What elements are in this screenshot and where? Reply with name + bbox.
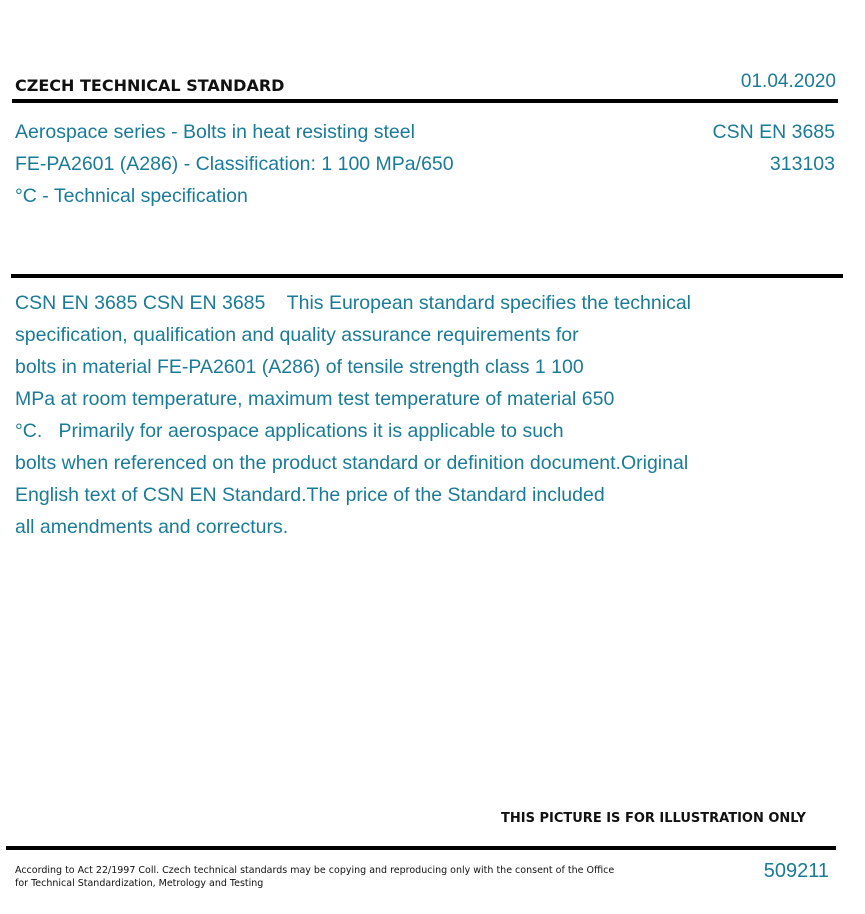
illustration-disclaimer: THIS PICTURE IS FOR ILLUSTRATION ONLY <box>501 811 806 826</box>
standard-identifiers <box>713 116 835 180</box>
document-code: 509211 <box>763 860 829 882</box>
standard-title-line: °C - Technical specification <box>15 185 248 207</box>
standard-title-line: Aerospace series - Bolts in heat resisting steel <box>15 121 415 143</box>
abstract-text <box>15 287 835 543</box>
legal-notice-line: According to Act 22/1997 Coll. Czech technical standards may be copying and reproducing only with the consent of the Office <box>15 865 615 876</box>
standard-title-line: FE-PA2601 (A286) - Classification: 1 100 MPa/650 <box>15 153 454 175</box>
abstract-line: bolts when referenced on the product standard or definition document.Original <box>15 452 689 474</box>
header-divider <box>12 99 838 103</box>
legal-notice-line: for Technical Standardization, Metrology and Testing <box>15 878 264 889</box>
catalog-number: 313103 <box>769 153 835 175</box>
abstract-line: MPa at room temperature, maximum test temperature of material 650 <box>15 388 615 410</box>
standard-title <box>15 116 535 212</box>
abstract-line: all amendments and correcturs. <box>15 516 289 538</box>
abstract-line: specification, qualification and quality assurance requirements for <box>15 324 579 346</box>
abstract-line: °C. Primarily for aerospace applications it is applicable to such <box>15 420 564 442</box>
legal-notice <box>15 864 615 890</box>
standard-designation: CSN EN 3685 <box>712 121 835 143</box>
section-divider <box>11 274 843 278</box>
footer-divider <box>6 846 836 850</box>
issue-date: 01.04.2020 <box>740 71 836 92</box>
document-header-title: CZECH TECHNICAL STANDARD <box>15 76 285 95</box>
abstract-line: CSN EN 3685 CSN EN 3685 This European standard specifies the technical <box>15 292 692 314</box>
abstract-line: English text of CSN EN Standard.The price of the Standard included <box>15 484 605 506</box>
abstract-line: bolts in material FE-PA2601 (A286) of tensile strength class 1 100 <box>15 356 584 378</box>
